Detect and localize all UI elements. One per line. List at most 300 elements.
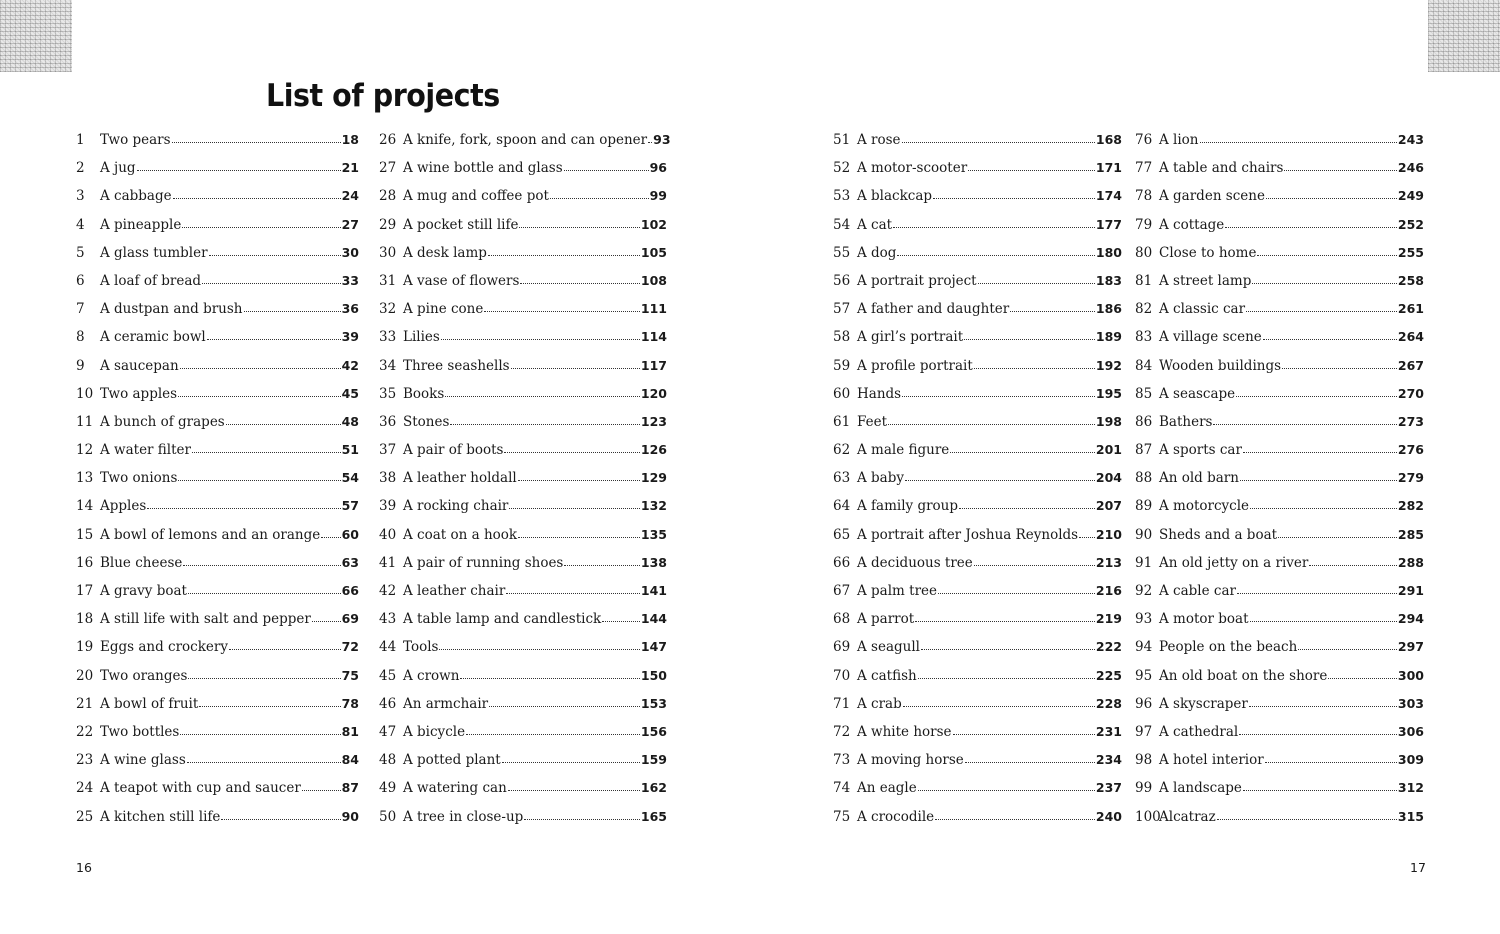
- project-name: A vase of flowers: [403, 272, 520, 289]
- project-name: A portrait after Joshua Reynolds: [857, 526, 1079, 543]
- project-page-number: 198: [1095, 413, 1122, 429]
- dot-leader: [180, 367, 341, 369]
- project-number: 48: [379, 752, 397, 769]
- dot-leader: [321, 536, 340, 538]
- project-name: A table lamp and candlestick: [403, 611, 602, 628]
- project-number: 85: [1135, 385, 1153, 402]
- dot-leader: [933, 197, 1095, 199]
- dot-leader: [172, 141, 341, 143]
- project-name: A father and daughter: [857, 301, 1010, 318]
- project-entry: [379, 668, 667, 696]
- project-number: 21: [76, 695, 94, 712]
- project-page-number: 141: [640, 583, 667, 598]
- dot-leader: [460, 677, 639, 679]
- project-entry: [76, 780, 359, 808]
- dot-leader: [244, 310, 341, 312]
- project-page-number: 192: [1095, 357, 1122, 373]
- project-page-number: 144: [640, 611, 667, 627]
- project-page-number: 309: [1397, 752, 1424, 768]
- project-page-number: 138: [640, 554, 667, 570]
- dot-leader: [1217, 818, 1397, 820]
- dot-leader: [504, 451, 639, 453]
- project-list-column-3: [833, 132, 1122, 837]
- project-entry: [833, 555, 1122, 583]
- dot-leader: [935, 818, 1095, 820]
- project-number: 27: [379, 160, 397, 177]
- project-page-number: 42: [341, 357, 359, 373]
- dot-leader: [1243, 451, 1397, 453]
- project-entry: [379, 498, 667, 526]
- project-entry: [833, 414, 1122, 442]
- project-name: A pair of boots: [403, 442, 504, 459]
- project-entry: [76, 132, 359, 160]
- dot-leader: [1239, 733, 1397, 735]
- project-page-number: 234: [1095, 752, 1122, 768]
- dot-leader: [893, 226, 1095, 228]
- project-name: A wine bottle and glass: [403, 160, 563, 177]
- project-number: 32: [379, 301, 397, 318]
- project-number: 89: [1135, 498, 1153, 515]
- project-number: 80: [1135, 244, 1153, 261]
- dot-leader: [511, 367, 640, 369]
- project-page-number: 270: [1397, 385, 1424, 401]
- project-name: A baby: [857, 470, 904, 487]
- project-page-number: 300: [1397, 667, 1424, 683]
- project-number: 100: [1135, 808, 1161, 825]
- project-entry: [833, 668, 1122, 696]
- project-page-number: 87: [341, 780, 359, 796]
- project-page-number: 249: [1397, 188, 1424, 204]
- project-entry: [379, 611, 667, 639]
- dot-leader: [192, 451, 341, 453]
- project-page-number: 96: [649, 160, 667, 176]
- project-page-number: 117: [640, 357, 667, 373]
- project-name: Wooden buildings: [1159, 357, 1282, 374]
- project-number: 74: [833, 780, 851, 797]
- project-number: 94: [1135, 639, 1153, 656]
- dot-leader: [897, 254, 1094, 256]
- project-name: A crown: [403, 667, 460, 684]
- project-entry: [76, 301, 359, 329]
- project-name: Books: [403, 385, 445, 402]
- dot-leader: [1250, 507, 1397, 509]
- dot-leader: [221, 818, 340, 820]
- project-number: 66: [833, 554, 851, 571]
- project-name: An old jetty on a river: [1159, 554, 1309, 571]
- project-page-number: 264: [1397, 329, 1424, 345]
- project-entry: [833, 358, 1122, 386]
- project-page-number: 216: [1095, 583, 1122, 598]
- project-page-number: 267: [1397, 357, 1424, 373]
- project-number: 30: [379, 244, 397, 261]
- dot-leader: [1237, 592, 1397, 594]
- project-page-number: 204: [1095, 470, 1122, 486]
- dot-leader: [187, 761, 341, 763]
- project-number: 25: [76, 808, 94, 825]
- project-name: A still life with salt and pepper: [100, 611, 311, 628]
- project-number: 1: [76, 132, 85, 148]
- project-page-number: 240: [1095, 808, 1122, 824]
- project-name: A kitchen still life: [100, 808, 221, 825]
- project-number: 9: [76, 357, 85, 374]
- project-page-number: 276: [1397, 442, 1424, 458]
- project-entry: [1135, 639, 1424, 667]
- project-entry: [1135, 668, 1424, 696]
- project-name: Two apples: [100, 385, 178, 402]
- project-page-number: 312: [1397, 780, 1424, 796]
- project-page-number: 195: [1095, 385, 1122, 401]
- project-page-number: 135: [640, 526, 667, 542]
- dot-leader: [489, 705, 640, 707]
- dot-leader: [466, 733, 640, 735]
- dot-leader: [1309, 564, 1397, 566]
- project-number: 31: [379, 272, 397, 289]
- project-page-number: 63: [341, 554, 359, 570]
- project-entry: [379, 555, 667, 583]
- dot-leader: [905, 479, 1095, 481]
- project-page-number: 210: [1095, 526, 1122, 542]
- project-entry: [379, 329, 667, 357]
- project-name: Two bottles: [100, 723, 180, 740]
- dot-leader: [484, 310, 640, 312]
- dot-leader: [1200, 141, 1397, 143]
- project-page-number: 51: [341, 442, 359, 458]
- project-page-number: 24: [341, 188, 359, 204]
- project-entry: [379, 301, 667, 329]
- project-name: A portrait project: [857, 272, 977, 289]
- project-name: A motor boat: [1159, 611, 1249, 628]
- project-name: A dog: [857, 244, 897, 261]
- project-number: 87: [1135, 442, 1153, 459]
- project-number: 10: [76, 385, 94, 402]
- project-entry: [833, 188, 1122, 216]
- project-name: A mug and coffee pot: [403, 188, 549, 205]
- dot-leader: [903, 705, 1095, 707]
- dot-leader: [602, 620, 640, 622]
- project-entry: [379, 188, 667, 216]
- project-name: A hotel interior: [1159, 752, 1264, 769]
- project-number: 97: [1135, 723, 1153, 740]
- project-page-number: 246: [1397, 160, 1424, 176]
- project-entry: [1135, 442, 1424, 470]
- project-page-number: 279: [1397, 470, 1424, 486]
- project-name: Stones: [403, 413, 450, 430]
- project-entry: [1135, 386, 1424, 414]
- project-page-number: 114: [640, 329, 667, 345]
- project-entry: [76, 809, 359, 837]
- project-name: A parrot: [857, 611, 915, 628]
- project-page-number: 171: [1095, 160, 1122, 176]
- project-page-number: 183: [1095, 272, 1122, 288]
- project-name: An old boat on the shore: [1159, 667, 1328, 684]
- dot-leader: [509, 507, 640, 509]
- project-page-number: 123: [640, 413, 667, 429]
- dot-leader: [207, 338, 341, 340]
- project-name: A jug: [100, 160, 136, 177]
- project-number: 50: [379, 808, 397, 825]
- project-number: 26: [379, 132, 397, 148]
- project-entry: [76, 583, 359, 611]
- project-number: 56: [833, 272, 851, 289]
- project-number: 98: [1135, 752, 1153, 769]
- dot-leader: [564, 564, 640, 566]
- dot-leader: [1263, 338, 1397, 340]
- project-entry: [833, 160, 1122, 188]
- project-entry: [379, 470, 667, 498]
- project-name: A watering can: [403, 780, 507, 797]
- project-number: 72: [833, 723, 851, 740]
- project-page-number: 69: [341, 611, 359, 627]
- project-name: Two onions: [100, 470, 178, 487]
- project-page-number: 150: [640, 667, 667, 683]
- project-name: A girl’s portrait: [857, 329, 964, 346]
- project-page-number: 315: [1397, 808, 1424, 824]
- project-name: A pineapple: [100, 216, 182, 233]
- dot-leader: [964, 338, 1095, 340]
- project-page-number: 81: [341, 723, 359, 739]
- project-name: A deciduous tree: [857, 554, 973, 571]
- project-page-number: 54: [341, 470, 359, 486]
- project-entry: [379, 752, 667, 780]
- project-entry: [833, 696, 1122, 724]
- project-page-number: 273: [1397, 413, 1424, 429]
- project-name: A potted plant: [403, 752, 501, 769]
- dot-leader: [445, 395, 640, 397]
- dot-leader: [918, 677, 1095, 679]
- dot-leader: [312, 620, 341, 622]
- project-name: A loaf of bread: [100, 272, 202, 289]
- project-page-number: 108: [640, 272, 667, 288]
- project-name: A cabbage: [100, 188, 172, 205]
- project-entry: [379, 217, 667, 245]
- project-entry: [1135, 160, 1424, 188]
- project-number: 99: [1135, 780, 1153, 797]
- project-entry: [76, 414, 359, 442]
- project-entry: [833, 583, 1122, 611]
- project-entry: [76, 639, 359, 667]
- project-name: A sports car: [1159, 442, 1242, 459]
- project-number: 81: [1135, 272, 1153, 289]
- project-name: A leather holdall: [403, 470, 517, 487]
- project-name: A catfish: [857, 667, 917, 684]
- project-entry: [833, 245, 1122, 273]
- project-page-number: 126: [640, 442, 667, 458]
- dot-leader: [1240, 479, 1397, 481]
- project-entry: [833, 273, 1122, 301]
- project-number: 38: [379, 470, 397, 487]
- project-name: A dustpan and brush: [100, 301, 243, 318]
- project-entry: [76, 245, 359, 273]
- project-entry: [379, 273, 667, 301]
- page-title: List of projects: [266, 78, 500, 114]
- dot-leader: [965, 761, 1095, 763]
- project-entry: [379, 809, 667, 837]
- project-number: 43: [379, 611, 397, 628]
- project-entry: [1135, 498, 1424, 526]
- project-entry: [379, 414, 667, 442]
- project-entry: [1135, 301, 1424, 329]
- project-number: 18: [76, 611, 94, 628]
- project-entry: [1135, 245, 1424, 273]
- project-page-number: 285: [1397, 526, 1424, 542]
- project-name: A crocodile: [857, 808, 935, 825]
- project-name: A bicycle: [403, 723, 466, 740]
- project-number: 65: [833, 526, 851, 543]
- dot-leader: [1265, 761, 1397, 763]
- project-page-number: 132: [640, 498, 667, 514]
- project-number: 13: [76, 470, 94, 487]
- project-number: 77: [1135, 160, 1153, 177]
- project-name: A gravy boat: [100, 583, 187, 599]
- project-number: 96: [1135, 695, 1153, 712]
- project-name: An old barn: [1159, 470, 1239, 487]
- dot-leader: [550, 197, 649, 199]
- project-entry: [379, 639, 667, 667]
- project-name: Alcatraz: [1159, 808, 1216, 825]
- project-name: Three seashells: [403, 357, 510, 374]
- dot-leader: [137, 169, 341, 171]
- dot-leader: [978, 282, 1095, 284]
- project-name: A family group: [857, 498, 958, 515]
- project-entry: [833, 752, 1122, 780]
- project-number: 37: [379, 442, 397, 459]
- dot-leader: [502, 761, 640, 763]
- project-page-number: 39: [341, 329, 359, 345]
- project-number: 75: [833, 808, 851, 825]
- project-entry: [379, 527, 667, 555]
- project-number: 42: [379, 583, 397, 599]
- project-entry: [76, 470, 359, 498]
- project-page-number: 261: [1397, 301, 1424, 317]
- project-name: A crab: [857, 695, 902, 712]
- dot-leader: [1328, 677, 1397, 679]
- project-number: 86: [1135, 413, 1153, 430]
- dot-leader: [1010, 310, 1095, 312]
- dot-leader: [183, 564, 340, 566]
- project-number: 88: [1135, 470, 1153, 487]
- dot-leader: [918, 789, 1095, 791]
- project-entry: [76, 611, 359, 639]
- project-name: A pair of running shoes: [403, 554, 564, 571]
- project-name: Tools: [403, 639, 439, 656]
- project-entry: [1135, 217, 1424, 245]
- project-entry: [379, 442, 667, 470]
- project-page-number: 219: [1095, 611, 1122, 627]
- project-name: A glass tumbler: [100, 244, 208, 261]
- dot-leader: [1225, 226, 1397, 228]
- project-name: A landscape: [1159, 780, 1242, 797]
- dot-leader: [888, 423, 1095, 425]
- project-page-number: 168: [1095, 132, 1122, 147]
- dot-leader: [1250, 620, 1397, 622]
- project-name: An armchair: [403, 695, 489, 712]
- project-entry: [833, 724, 1122, 752]
- project-name: A bunch of grapes: [100, 413, 225, 430]
- project-entry: [833, 386, 1122, 414]
- project-number: 5: [76, 244, 85, 261]
- project-page-number: 237: [1095, 780, 1122, 796]
- project-page-number: 99: [649, 188, 667, 204]
- project-number: 71: [833, 695, 851, 712]
- dot-leader: [953, 733, 1095, 735]
- project-page-number: 225: [1095, 667, 1122, 683]
- project-entry: [1135, 273, 1424, 301]
- project-entry: [379, 160, 667, 188]
- project-number: 51: [833, 132, 851, 148]
- project-page-number: 243: [1397, 132, 1424, 147]
- project-entry: [379, 583, 667, 611]
- project-name: A seascape: [1159, 385, 1236, 402]
- project-list-column-2: [379, 132, 671, 837]
- project-number: 2: [76, 160, 85, 177]
- project-number: 57: [833, 301, 851, 318]
- project-entry: [76, 386, 359, 414]
- project-name: A classic car: [1159, 301, 1246, 318]
- project-entry: [1135, 555, 1424, 583]
- project-page-number: 258: [1397, 272, 1424, 288]
- project-number: 20: [76, 667, 94, 684]
- project-entry: [379, 245, 667, 273]
- project-page-number: 201: [1095, 442, 1122, 458]
- project-name: Close to home: [1159, 244, 1257, 261]
- dot-leader: [1243, 789, 1397, 791]
- dot-leader: [508, 789, 640, 791]
- project-name: An eagle: [857, 780, 917, 797]
- project-page-number: 186: [1095, 301, 1122, 317]
- project-number: 44: [379, 639, 397, 656]
- project-name: A tree in close-up: [403, 808, 524, 825]
- project-number: 45: [379, 667, 397, 684]
- project-page-number: 153: [640, 695, 667, 711]
- project-entry: [76, 188, 359, 216]
- project-name: A motorcycle: [1159, 498, 1250, 515]
- dot-leader: [1282, 367, 1397, 369]
- project-number: 73: [833, 752, 851, 769]
- dot-leader: [147, 507, 340, 509]
- project-number: 79: [1135, 216, 1153, 233]
- project-entry: [1135, 414, 1424, 442]
- project-page-number: 90: [341, 808, 359, 824]
- project-name: A water filter: [100, 442, 191, 459]
- dot-leader: [1079, 536, 1095, 538]
- dot-leader: [520, 282, 640, 284]
- project-page-number: 105: [640, 244, 667, 260]
- project-number: 60: [833, 385, 851, 402]
- dot-leader: [1257, 254, 1396, 256]
- project-number: 70: [833, 667, 851, 684]
- project-number: 59: [833, 357, 851, 374]
- dot-leader: [968, 169, 1095, 171]
- project-number: 23: [76, 752, 94, 769]
- project-page-number: 45: [341, 385, 359, 401]
- project-name: Feet: [857, 413, 888, 430]
- dot-leader: [173, 197, 341, 199]
- project-number: 28: [379, 188, 397, 205]
- project-entry: [833, 329, 1122, 357]
- dot-leader: [1249, 705, 1397, 707]
- dot-leader: [959, 507, 1095, 509]
- project-number: 40: [379, 526, 397, 543]
- project-name: A village scene: [1159, 329, 1262, 346]
- project-name: A white horse: [857, 723, 952, 740]
- project-entry: [76, 527, 359, 555]
- project-entry: [76, 696, 359, 724]
- project-number: 84: [1135, 357, 1153, 374]
- project-entry: [76, 752, 359, 780]
- project-entry: [76, 217, 359, 245]
- project-entry: [1135, 583, 1424, 611]
- project-page-number: 33: [341, 272, 359, 288]
